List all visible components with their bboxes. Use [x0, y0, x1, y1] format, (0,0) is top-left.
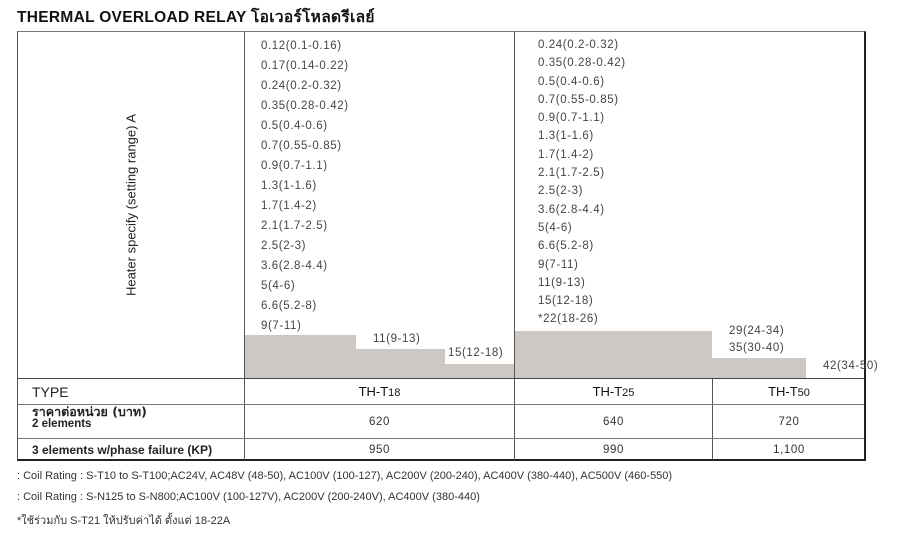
heater-label-cell	[18, 32, 244, 378]
list-item: 15(12-18)	[538, 295, 594, 308]
list-item: 11(9-13)	[373, 333, 421, 345]
heater-list-t25	[538, 36, 626, 329]
heater-list-t18	[261, 36, 349, 336]
list-item: 9(7-11)	[538, 258, 579, 271]
list-item: 3.6(2.8-4.4)	[538, 203, 605, 216]
note-st21: *ใช้ร่วมกับ S-T21 ให้ปรับค่าได้ ตั้งแต่ 18-22A	[17, 515, 231, 527]
list-item: 11(9-13)	[538, 276, 586, 289]
list-item: 0.7(0.55-0.85)	[261, 140, 342, 152]
list-item: 0.12(0.1-0.16)	[261, 40, 342, 52]
spec-table	[17, 31, 879, 461]
list-item: 9(7-11)	[261, 320, 302, 332]
price-3el-t18: 950	[369, 443, 390, 456]
price-3el-t50: 1,100	[773, 443, 805, 456]
list-item: 0.5(0.4-0.6)	[538, 75, 605, 88]
list-item: 5(4-6)	[261, 280, 296, 292]
shade-t18-c	[445, 364, 514, 378]
list-item: 15(12-18)	[448, 347, 504, 359]
price-2el-t50: 720	[778, 415, 800, 428]
list-item: 2.1(1.7-2.5)	[538, 167, 605, 180]
list-item: 3.6(2.8-4.4)	[261, 260, 328, 272]
model-th-t50: TH-T $_{50}$	[768, 384, 810, 399]
note-coil-rating-st: : Coil Rating : S-T10 to S-T100;AC24V, AC48V (48-50), AC100V (100-127), AC200V (200-240), AC400V (380-440), AC500V (460-550)	[17, 470, 673, 482]
list-item: 29(24-34)	[729, 325, 785, 337]
list-item: 0.9(0.7-1.1)	[261, 160, 328, 172]
price-2el-t18: 620	[369, 415, 390, 428]
price-2el-t25: 640	[603, 415, 624, 428]
shade-t50-a	[712, 358, 806, 378]
list-item: 1.3(1-1.6)	[538, 130, 594, 143]
list-item: 1.7(1.4-2)	[261, 200, 317, 212]
list-item: 2.1(1.7-2.5)	[261, 220, 328, 232]
title-th: โอเวอร์โหลดรีเลย์	[250, 8, 375, 26]
heater-list-t50	[729, 323, 784, 357]
note-coil-rating-sn: : Coil Rating : S-N125 to S-N800;AC100V (100-127V), AC200V (200-240V), AC400V (380-440)	[17, 491, 480, 503]
shade-t18-a	[244, 335, 356, 378]
list-item: 5(4-6)	[538, 221, 573, 234]
list-item: 2.5(2-3)	[261, 240, 307, 252]
shade-t18-b	[356, 349, 445, 378]
page-title	[17, 4, 375, 29]
list-item: 0.5(0.4-0.6)	[261, 120, 328, 132]
list-item: 0.24(0.2-0.32)	[538, 39, 619, 51]
list-item: 0.9(0.7-1.1)	[538, 112, 605, 125]
list-item: 1.3(1-1.6)	[261, 180, 317, 192]
list-item: 0.35(0.28-0.42)	[538, 57, 626, 70]
price-3el-t25: 990	[603, 443, 624, 456]
list-item: 0.7(0.55-0.85)	[538, 93, 619, 106]
list-item: 1.7(1.4-2)	[538, 148, 594, 161]
title-en: THERMAL OVERLOAD RELAY	[17, 9, 247, 26]
type-label: TYPE	[32, 383, 69, 400]
price-label: ราคาต่อหน่วย (บาท) 2 elements	[32, 404, 147, 430]
list-item: *22(18-26)	[538, 313, 599, 326]
heater-label: Heater specify (setting range) A	[123, 113, 139, 297]
list-item: 0.35(0.28-0.42)	[261, 100, 349, 112]
three-elements-label: 3 elements w/phase failure (KP)	[32, 442, 213, 457]
shade-t25	[514, 331, 712, 378]
list-item: 6.6(5.2-8)	[538, 240, 594, 253]
list-item: 0.17(0.14-0.22)	[261, 60, 349, 72]
list-item: 2.5(2-3)	[538, 185, 584, 198]
list-item: 42(34-50)	[823, 360, 879, 372]
model-th-t25: TH-T $_{25}$	[592, 384, 635, 399]
list-item: 35(30-40)	[729, 342, 785, 354]
list-item: 0.24(0.2-0.32)	[261, 80, 342, 92]
model-th-t18: TH-T $_{18}$	[358, 384, 401, 399]
list-item: 6.6(5.2-8)	[261, 300, 317, 312]
